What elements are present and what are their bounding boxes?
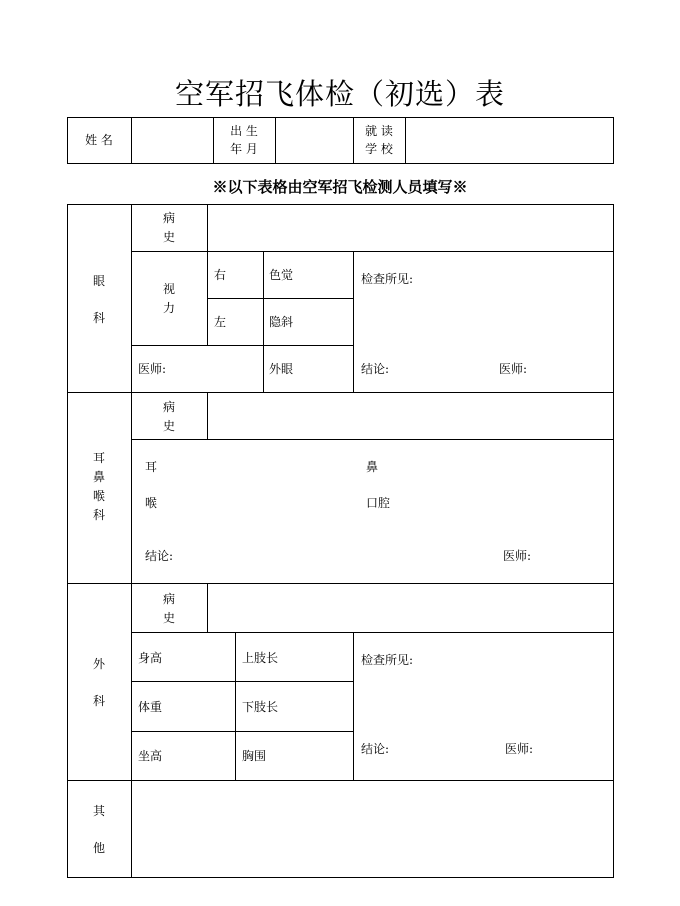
strabismus-label: 隐斜 (269, 315, 294, 329)
height-label: 身高 (138, 651, 163, 665)
ent-section-label: 耳 鼻 喉 科 (92, 451, 105, 522)
ear-label: 耳 (145, 460, 158, 474)
lower-limb-label: 下肢长 (242, 700, 279, 714)
name-field[interactable] (132, 118, 213, 163)
sitting-height-label: 坐高 (138, 749, 163, 763)
birth-label-2: 年 月 (230, 142, 258, 156)
left-eye-label: 左 (214, 315, 227, 329)
eye-history-field[interactable] (208, 205, 613, 251)
eye-doctor-label: 医师: (138, 362, 167, 376)
eye-history-label: 病 史 (162, 211, 175, 244)
surgery-history-field[interactable] (208, 584, 613, 632)
right-eye-label: 右 (214, 268, 227, 282)
name-label: 姓 名 (85, 133, 113, 147)
birth-field[interactable] (276, 118, 353, 163)
eye-conclusion-label: 结论: (361, 362, 390, 376)
surgery-conclusion-label: 结论: (361, 742, 390, 756)
mouth-label: 口腔 (366, 496, 391, 510)
eye-section-label: 眼 科 (92, 274, 105, 325)
surgery-history-label: 病 史 (162, 592, 175, 625)
external-eye-label: 外眼 (269, 362, 294, 376)
nose-label: 鼻 (366, 460, 379, 474)
surgery-doctor-label: 医师: (505, 742, 534, 756)
birth-label-1: 出 生 (230, 124, 258, 138)
ent-history-field[interactable] (208, 393, 613, 439)
upper-limb-label: 上肢长 (242, 651, 279, 665)
color-sense-label: 色觉 (269, 268, 294, 282)
vision-label: 视 力 (162, 282, 175, 315)
surgery-findings-label: 检查所见: (361, 653, 414, 667)
school-label-1: 就 读 (365, 124, 393, 138)
school-label-2: 学 校 (365, 142, 393, 156)
throat-label: 喉 (145, 496, 158, 510)
fill-note: ※以下表格由空军招飞检测人员填写※ (212, 178, 468, 196)
page-title: 空军招飞体检（初选）表 (174, 77, 505, 111)
ent-history-label: 病 史 (162, 400, 175, 433)
school-field[interactable] (406, 118, 613, 163)
chest-label: 胸围 (242, 749, 267, 763)
other-section-label: 其 他 (92, 804, 105, 855)
weight-label: 体重 (138, 700, 163, 714)
other-field[interactable] (132, 781, 613, 877)
ent-conclusion-label: 结论: (145, 549, 174, 563)
eye-doctor2-label: 医师: (499, 362, 528, 376)
eye-findings-label: 检查所见: (361, 272, 414, 286)
surgery-section-label: 外 科 (92, 657, 105, 708)
ent-doctor-label: 医师: (503, 549, 532, 563)
